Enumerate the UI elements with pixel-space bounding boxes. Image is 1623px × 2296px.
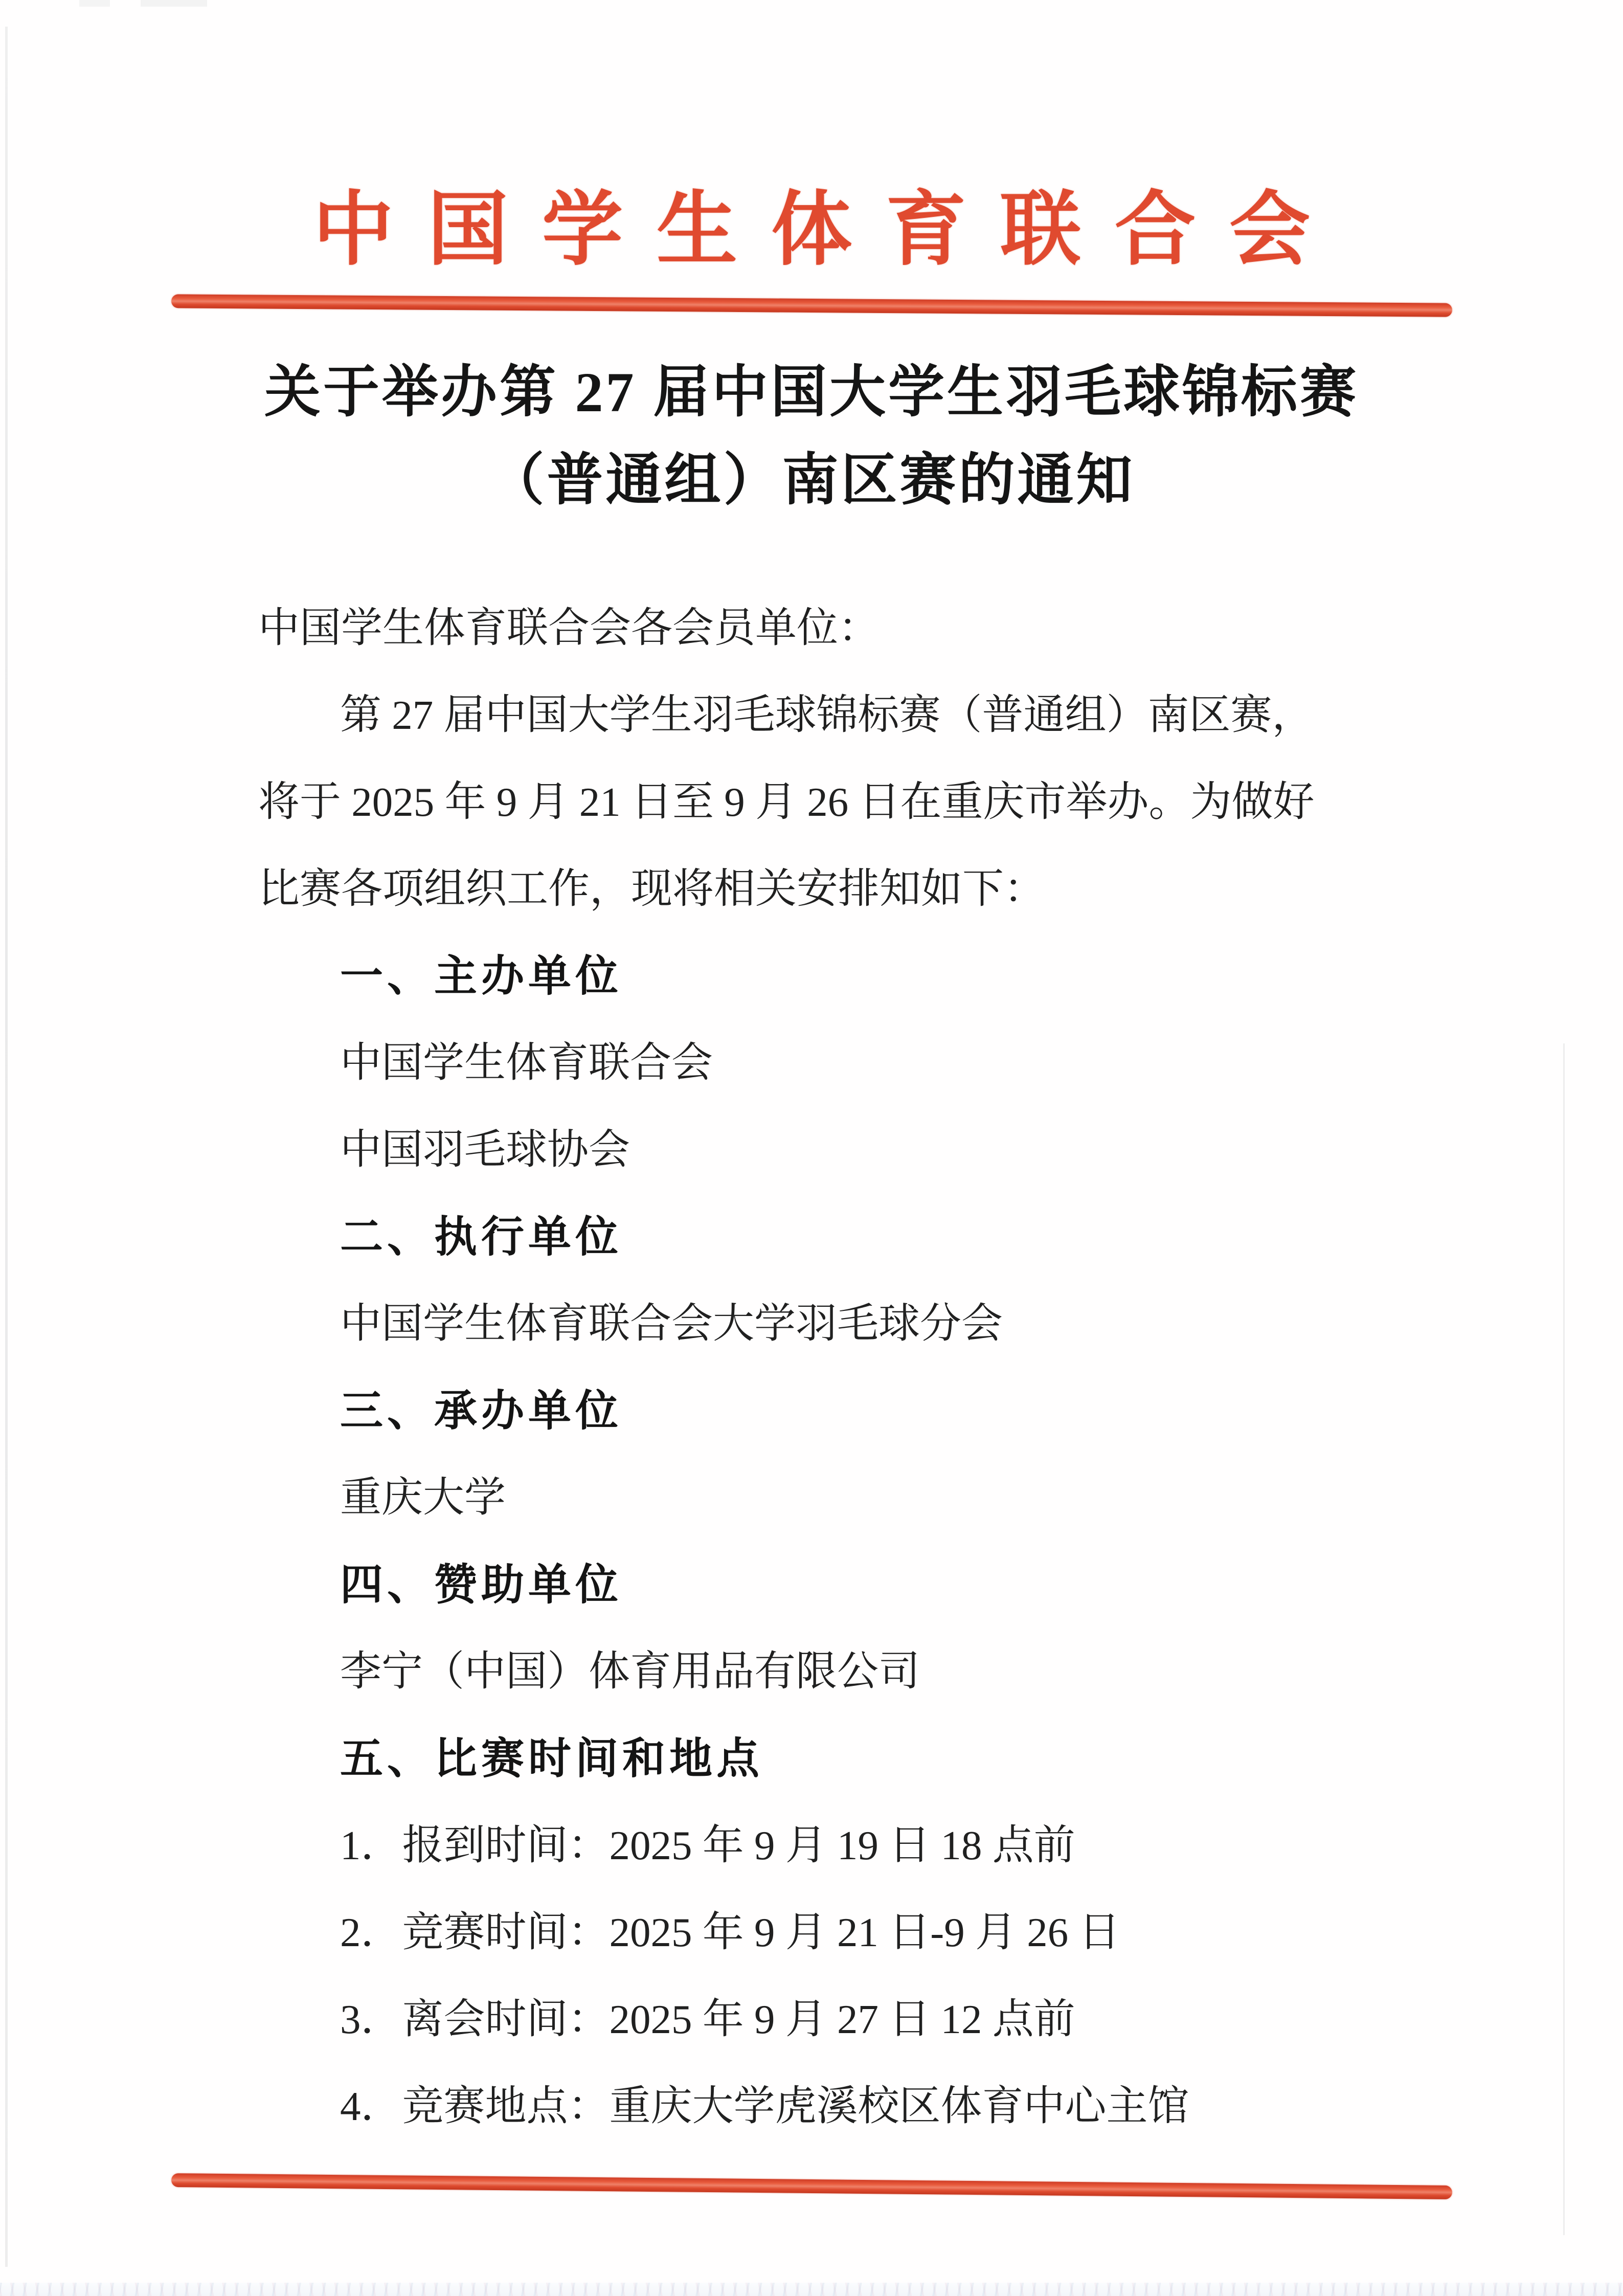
document-title	[0, 348, 1623, 524]
section-item-organizer-1: 重庆大学	[340, 1474, 506, 1521]
schedule-item-departure: 3．离会时间：2025 年 9 月 27 日 12 点前	[340, 1996, 1075, 2042]
intro-line-3: 比赛各项组织工作，现将相关安排知如下：	[258, 865, 1046, 912]
section-item-host-1: 中国学生体育联合会	[340, 1039, 713, 1086]
intro-line-1: 第 27 届中国大学生羽毛球锦标赛（普通组）南区赛，	[340, 692, 1314, 738]
document-title-line1: 关于举办第 27 届中国大学生羽毛球锦标赛	[264, 361, 1359, 423]
schedule-item-venue: 4．竞赛地点：重庆大学虎溪校区体育中心主馆	[340, 2083, 1189, 2129]
section-heading-schedule: 五、比赛时间和地点	[340, 1734, 764, 1782]
section-item-sponsor-1: 李宁（中国）体育用品有限公司	[340, 1648, 920, 1695]
letterhead-org-name: 中国学生体育联合会	[313, 186, 1344, 275]
scan-artifact-bottom-edge	[0, 2283, 1623, 2296]
scan-artifact-left-edge	[5, 27, 8, 2267]
scan-artifact-right-edge	[1563, 1043, 1565, 2235]
scan-artifact-top	[79, 0, 207, 7]
letterhead-divider-line	[171, 294, 1452, 317]
schedule-item-competition: 2．竞赛时间：2025 年 9 月 21 日-9 月 26 日	[340, 1909, 1120, 1955]
section-heading-organizer: 三、承办单位	[340, 1386, 623, 1435]
section-heading-sponsor: 四、赞助单位	[340, 1560, 623, 1609]
document-body	[0, 585, 1623, 2150]
document-title-line2: （普通组）南区赛的通知	[488, 449, 1135, 511]
section-heading-host: 一、主办单位	[340, 951, 623, 1000]
section-heading-executor: 二、执行单位	[340, 1212, 623, 1261]
section-item-host-2: 中国羽毛球协会	[340, 1126, 630, 1173]
salutation: 中国学生体育联合会各会员单位：	[258, 605, 880, 651]
schedule-item-checkin: 1．报到时间：2025 年 9 月 19 日 18 点前	[340, 1822, 1075, 1868]
footer-divider-line	[171, 2173, 1452, 2199]
section-item-executor-1: 中国学生体育联合会大学羽毛球分会	[340, 1300, 1003, 1347]
intro-line-2: 将于 2025 年 9 月 21 日至 9 月 26 日在重庆市举办。为做好	[258, 778, 1315, 825]
